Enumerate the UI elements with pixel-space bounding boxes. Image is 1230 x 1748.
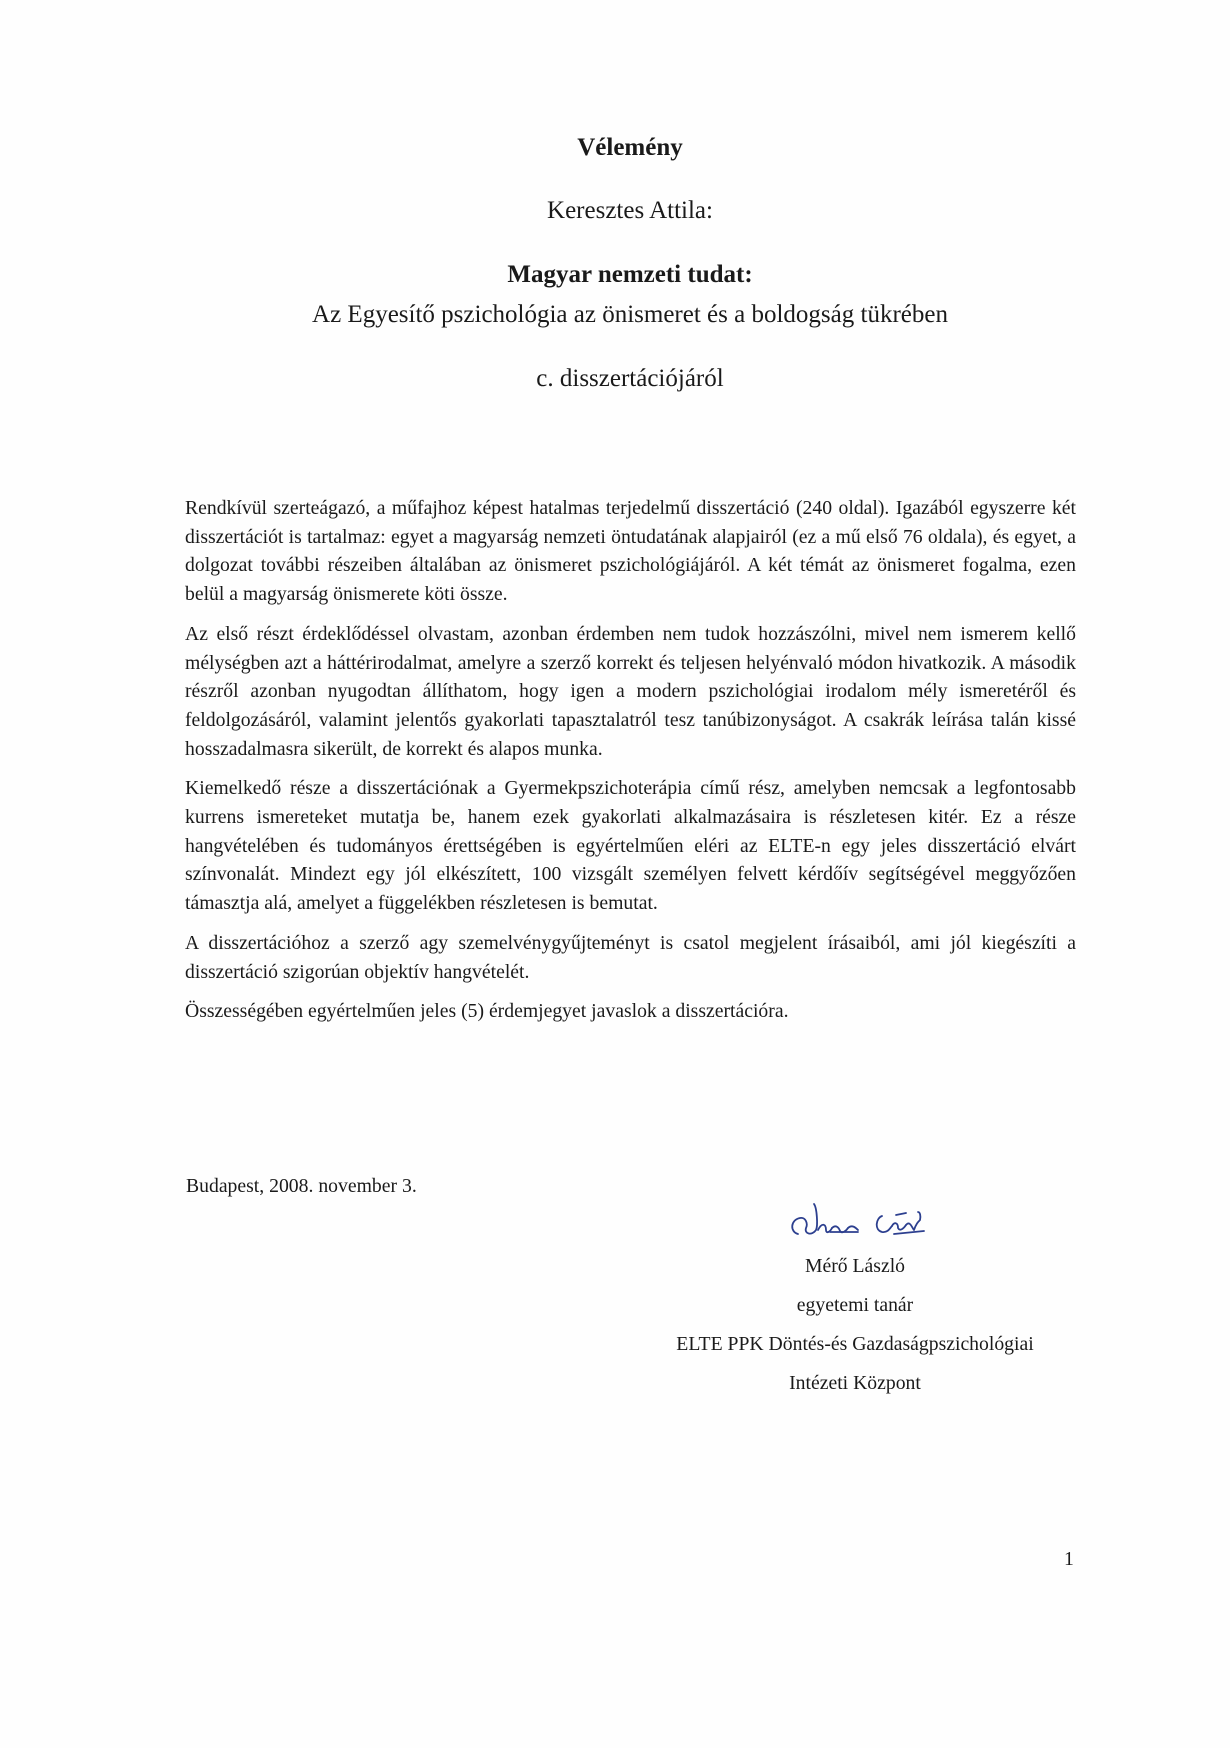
- signatory-center: Intézeti Központ: [789, 1372, 921, 1394]
- date-line: Budapest, 2008. november 3.: [186, 1175, 417, 1197]
- review-body: [185, 494, 1076, 1037]
- signatory-name: Mérő László: [804, 1255, 906, 1277]
- paragraph-4: A disszertációhoz a szerző agy szemelvénygyűjteményt is csatol megjelent írásaiból, ami jól kiegészíti a disszertáció szigorúan objektív hangvételét.: [185, 931, 1076, 983]
- signatory-organization: ELTE PPK Döntés-és Gazdaságpszichológiai: [676, 1333, 1034, 1355]
- paragraph-5: Összességében egyértelműen jeles (5) érdemjegyet javaslok a disszertációra.: [185, 1000, 789, 1023]
- work-subtitle: Az Egyesítő pszichológia az önismeret és a boldogság tükrében: [312, 301, 948, 328]
- paragraph-2: Az első részt érdeklődéssel olvastam, azonban érdemben nem tudok hozzászólni, mivel nem ismerem kellő mélységben azt a háttérirodalmat, amelyre a szerző korrekt és teljesen helyénvaló módon hivatkozik. A második részről azonban nyugodtan állíthatom, hogy igen a modern pszichológiai irodalom mély ismeretéről és feldolgozásáról, valamint jelentős gyakorlati tapasztalatról tesz tanúbizonyságot. A csakrák leírása talán kissé hosszadalmasra sikerült, de korrekt és alapos munka.: [185, 622, 1076, 760]
- page-number: 1: [1064, 1548, 1074, 1570]
- handwritten-signature: [784, 1198, 964, 1248]
- document-title: Vélemény: [577, 134, 683, 161]
- author-line: Keresztes Attila:: [547, 197, 713, 224]
- dissertation-note: c. disszertációjáról: [536, 365, 724, 392]
- paragraph-3: Kiemelkedő része a disszertációnak a Gyermekpszichoterápia című rész, amelyben nemcsak a legfontosabb kurrens ismereteket mutatja be, hanem ezek gyakorlati alkalmazásaira is részletesen kitér. Ez a része hangvételében és tudományos érettségében is egyértelműen eléri az ELTE-n egy jeles disszertáció elvárt színvonalát. Mindezt egy jól elkészített, 100 vizsgált személyen felvett kérdőív segítségével meggyőzően támasztja alá, amelyet a függelékben részletesen is bemutat.: [185, 777, 1076, 915]
- paragraph-1: Rendkívül szerteágazó, a műfajhoz képest hatalmas terjedelmű disszertáció (240 oldal). Igazából egyszerre két disszertációt is tartalmaz: egyet a magyarság nemzeti öntudatának alapjairól (ez a mű első 76 oldala), és egyet, a dolgozat további részeiben általában az önismeret pszichológiájáról. A két témát az önismeret fogalma, ezen belül a magyarság önismerete köti össze.: [185, 497, 1076, 606]
- work-title: Magyar nemzeti tudat:: [507, 261, 753, 288]
- signatory-title: egyetemi tanár: [796, 1294, 914, 1316]
